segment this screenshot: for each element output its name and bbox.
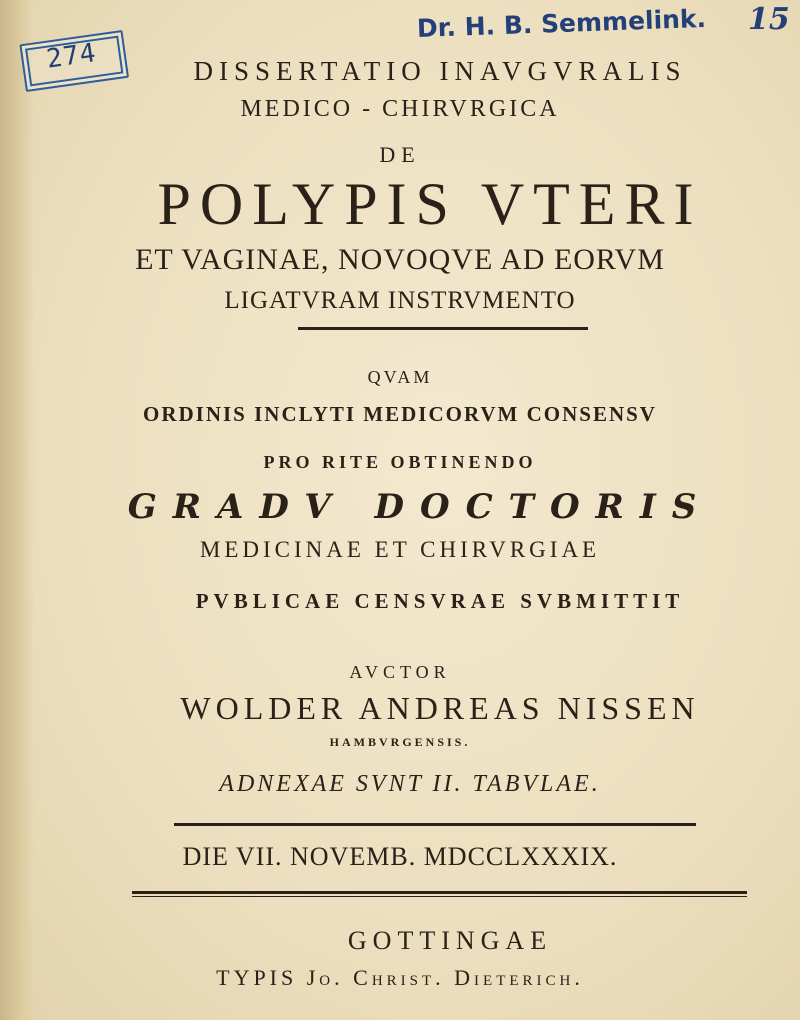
ordinis-line: ORDINIS INCLYTI MEDICORVM CONSENSV — [143, 402, 657, 426]
medicinae-line: MEDICINAE ET CHIRVRGIAE — [199, 537, 601, 562]
stamp-number: 274 — [44, 38, 99, 75]
author-name: WOLDER ANDREAS NISSEN — [180, 690, 700, 726]
censvrae-line: PVBLICAE CENSVRAE SVBMITTIT — [195, 589, 685, 613]
date-line: DIE VII. NOVEMB. MDCCLXXXIX. — [182, 842, 618, 871]
divider-rule — [298, 327, 588, 330]
pro-rite-line: PRO RITE OBTINENDO — [263, 452, 537, 472]
author-origin: HAMBVRGENSIS. — [329, 735, 471, 749]
divider-rule-2 — [174, 823, 696, 826]
subtitle-line: ET VAGINAE, NOVOQVE AD EORVM — [135, 243, 665, 276]
city-line: GOTTINGAE — [347, 926, 553, 955]
qvam-line: QVAM — [367, 367, 433, 387]
subtitle-line-2: LIGATVRAM INSTRVMENTO — [224, 287, 576, 314]
owner-inscription: Dr. H. B. Semmelink. — [416, 3, 707, 43]
corner-mark: 15 — [748, 2, 790, 37]
gradv-doctoris-line: GRADV DOCTORIS — [127, 487, 713, 527]
tabvlae-line: ADNEXAE SVNT II. TABVLAE. — [219, 771, 601, 797]
divider-rule-3 — [132, 891, 747, 894]
main-title: POLYPIS VTERI — [157, 171, 703, 237]
printer-line: TYPIS Jo. Christ. Dieterich. — [216, 965, 584, 990]
avctor-line: AVCTOR — [349, 662, 451, 682]
title-line-medico: MEDICO - CHIRVRGICA — [240, 96, 560, 122]
title-line-de: DE — [379, 142, 421, 167]
divider-rule-3-thin — [132, 896, 747, 897]
title-line-dissertatio: DISSERTATIO INAVGVRALIS — [193, 56, 687, 86]
